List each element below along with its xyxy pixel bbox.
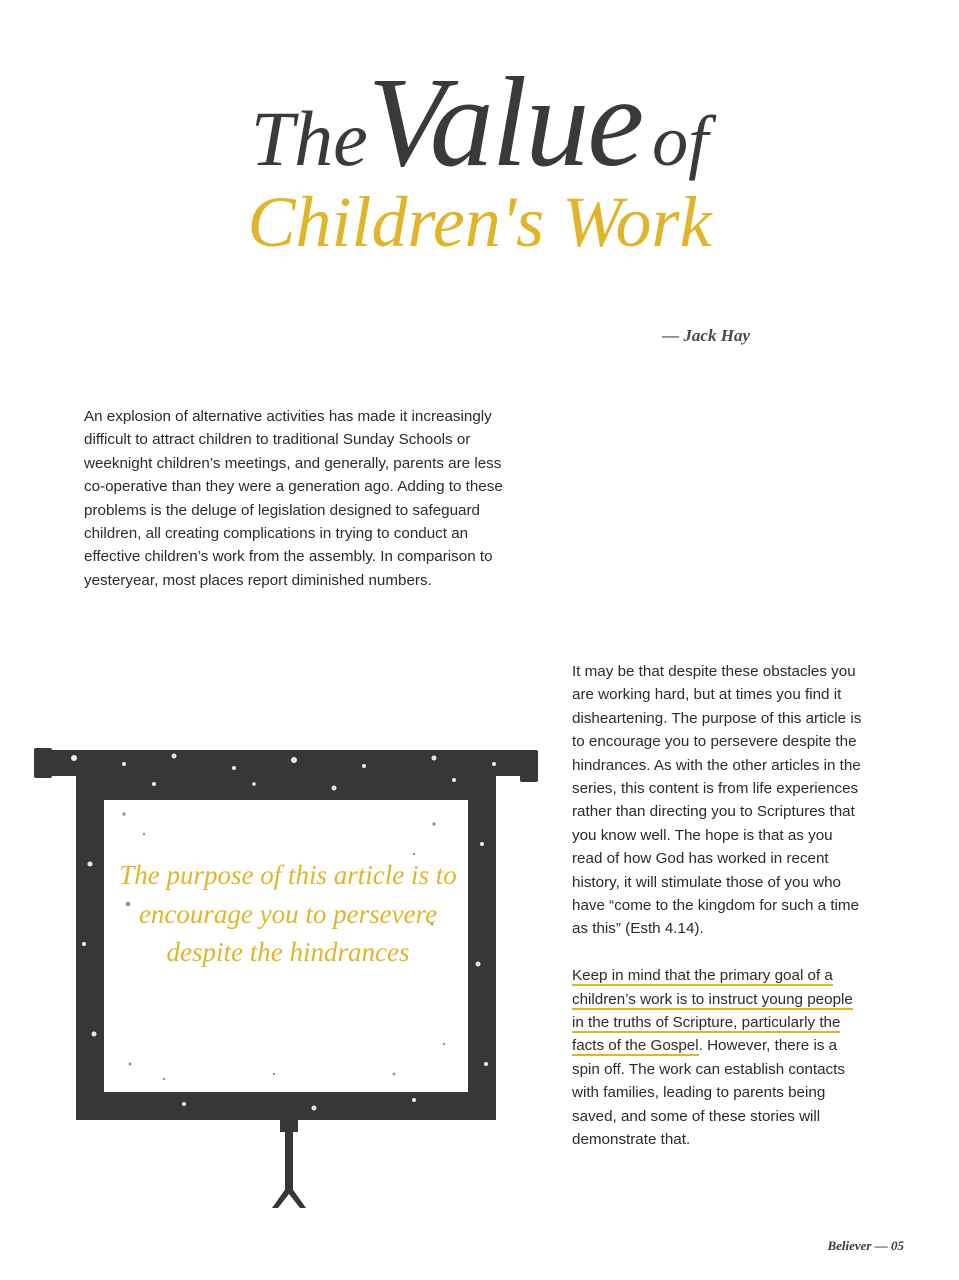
right-column [572, 660, 864, 1175]
screen-frame-right [468, 768, 496, 1118]
title-word-the: The [250, 95, 368, 182]
pull-quote: The purpose of this article is to encourage you to persevere despite the hindrances [119, 860, 457, 967]
screen-frame-bottom [76, 1092, 496, 1120]
page-footer: Believer — 05 [827, 1238, 904, 1253]
title-word-value: Value [367, 51, 643, 193]
screen-stand-pole [285, 1130, 293, 1192]
title-main [0, 51, 959, 193]
highlighted-text: Keep in mind that the primary goal of a children’s work is to instruct young people in the truths of Scripture, particularly the facts of the Gospel [572, 967, 853, 1055]
screen-stand-tripod [272, 1184, 306, 1208]
body-paragraph-2: It may be that despite these obstacles you are working hard, but at times you find it disheartening. The purpose of this article is to encourage you to persevere despite the hindrances. As with the other articles in the series, this content is from life experiences rather than directing you to Scriptures that you know well. The hope is that as you read of how God has worked in recent history, it will stimulate those of you who have “come to the kingdom for such a time as this” (Esth 4.14). [572, 663, 862, 938]
title-subtitle: Children's Work [247, 182, 712, 262]
title-word-of: of [652, 101, 709, 181]
screen-frame-top [76, 768, 496, 800]
intro-paragraph: An explosion of alternative activities has made it increasingly difficult to attract children to traditional Sunday Schools or weeknight children’s meetings, and generally, parents are less co-operative than they were a generation ago. Adding to these problems is the deluge of legislation designed to safeguard children, all creating complications in trying to conduct an effective children’s work from the assembly. In comparison to yesteryear, most places report diminished numbers. [84, 408, 503, 589]
projector-screen-illustration [34, 744, 538, 1214]
screen-stand-mount [280, 1118, 298, 1132]
paragraph-3-rest: . However, there is a spin off. The work can establish contacts with families, leading to parents being saved, and some of these stories will demonstrate that. [572, 1037, 845, 1149]
screen-frame-left [76, 768, 104, 1118]
author-byline: — Jack Hay [662, 326, 750, 345]
body-paragraph-3 [572, 964, 864, 1151]
